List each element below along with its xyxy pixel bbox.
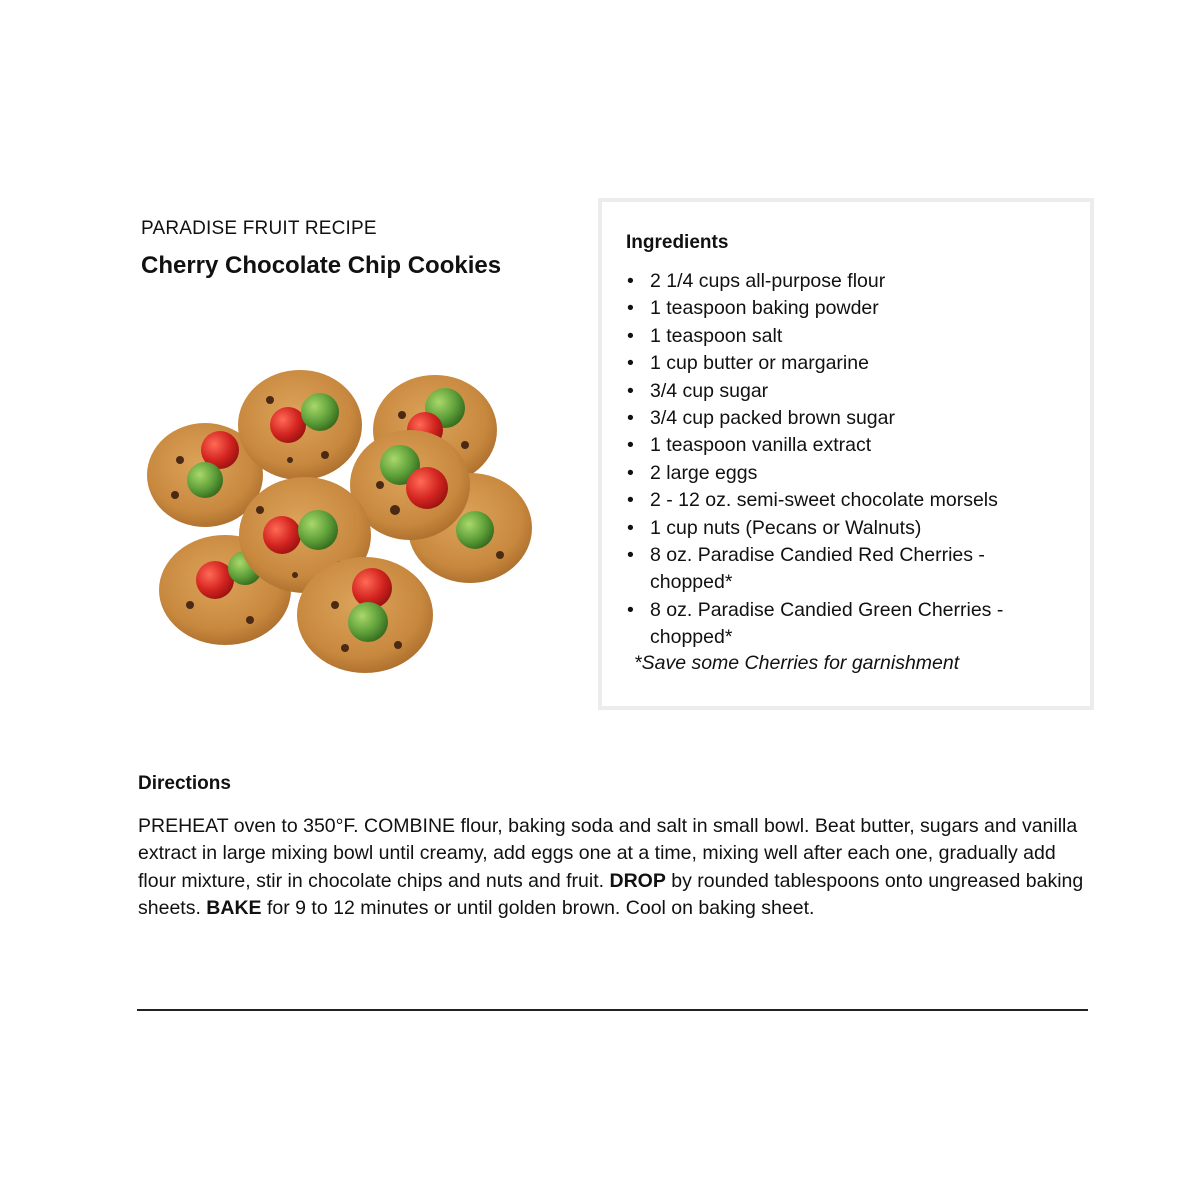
cookie xyxy=(297,557,433,673)
ingredients-heading: Ingredients xyxy=(626,232,729,253)
directions-keyword-bake: BAKE xyxy=(206,897,262,920)
recipe-eyebrow: PARADISE FRUIT RECIPE xyxy=(141,218,377,239)
ingredients-note: *Save some Cherries for garnishment xyxy=(634,652,960,674)
ingredient-item: • 2 large eggs xyxy=(624,460,1064,487)
ingredients-panel xyxy=(598,198,1094,710)
cookies-photo xyxy=(140,360,540,680)
directions-text xyxy=(138,813,1088,923)
ingredient-item: • 1 cup nuts (Pecans or Walnuts) xyxy=(624,515,1064,542)
ingredient-item: • 3/4 cup sugar xyxy=(624,378,1064,405)
ingredient-item: • 1 teaspoon vanilla extract xyxy=(624,432,1064,459)
directions-segment: PREHEAT oven to 350°F. COMBINE flour, baking soda and salt in small bowl. Beat butter, sugars and vanilla extract in large mixing bowl until creamy, add eggs one at a time, mixing well after each one, gradually add flour mixture, stir in chocolate chips and nuts and fruit. xyxy=(138,815,1078,892)
ingredient-item: • 8 oz. Paradise Candied Red Cherries - chopped* xyxy=(624,542,1064,597)
directions-segment: for 9 to 12 minutes or until golden brown. Cool on baking sheet. xyxy=(261,897,815,920)
directions-segment: by rounded tablespoons onto ungreased baking sheets. xyxy=(138,869,1084,920)
recipe-title: Cherry Chocolate Chip Cookies xyxy=(141,252,502,279)
ingredient-item: • 1 teaspoon salt xyxy=(624,323,1064,350)
ingredient-item: • 1 teaspoon baking powder xyxy=(624,295,1064,322)
ingredient-item: • 3/4 cup packed brown sugar xyxy=(624,405,1064,432)
directions-keyword-drop: DROP xyxy=(609,869,666,892)
directions-heading: Directions xyxy=(138,773,231,794)
ingredient-item: • 1 cup butter or margarine xyxy=(624,350,1064,377)
ingredient-item: • 2 - 12 oz. semi-sweet chocolate morsels xyxy=(624,487,1064,514)
divider-rule xyxy=(137,1009,1088,1011)
ingredient-item: • 2 1/4 cups all-purpose flour xyxy=(624,268,1064,295)
cookie xyxy=(238,370,362,480)
ingredients-list xyxy=(624,268,1064,652)
ingredient-item: • 8 oz. Paradise Candied Green Cherries - chopped* xyxy=(624,597,1064,652)
